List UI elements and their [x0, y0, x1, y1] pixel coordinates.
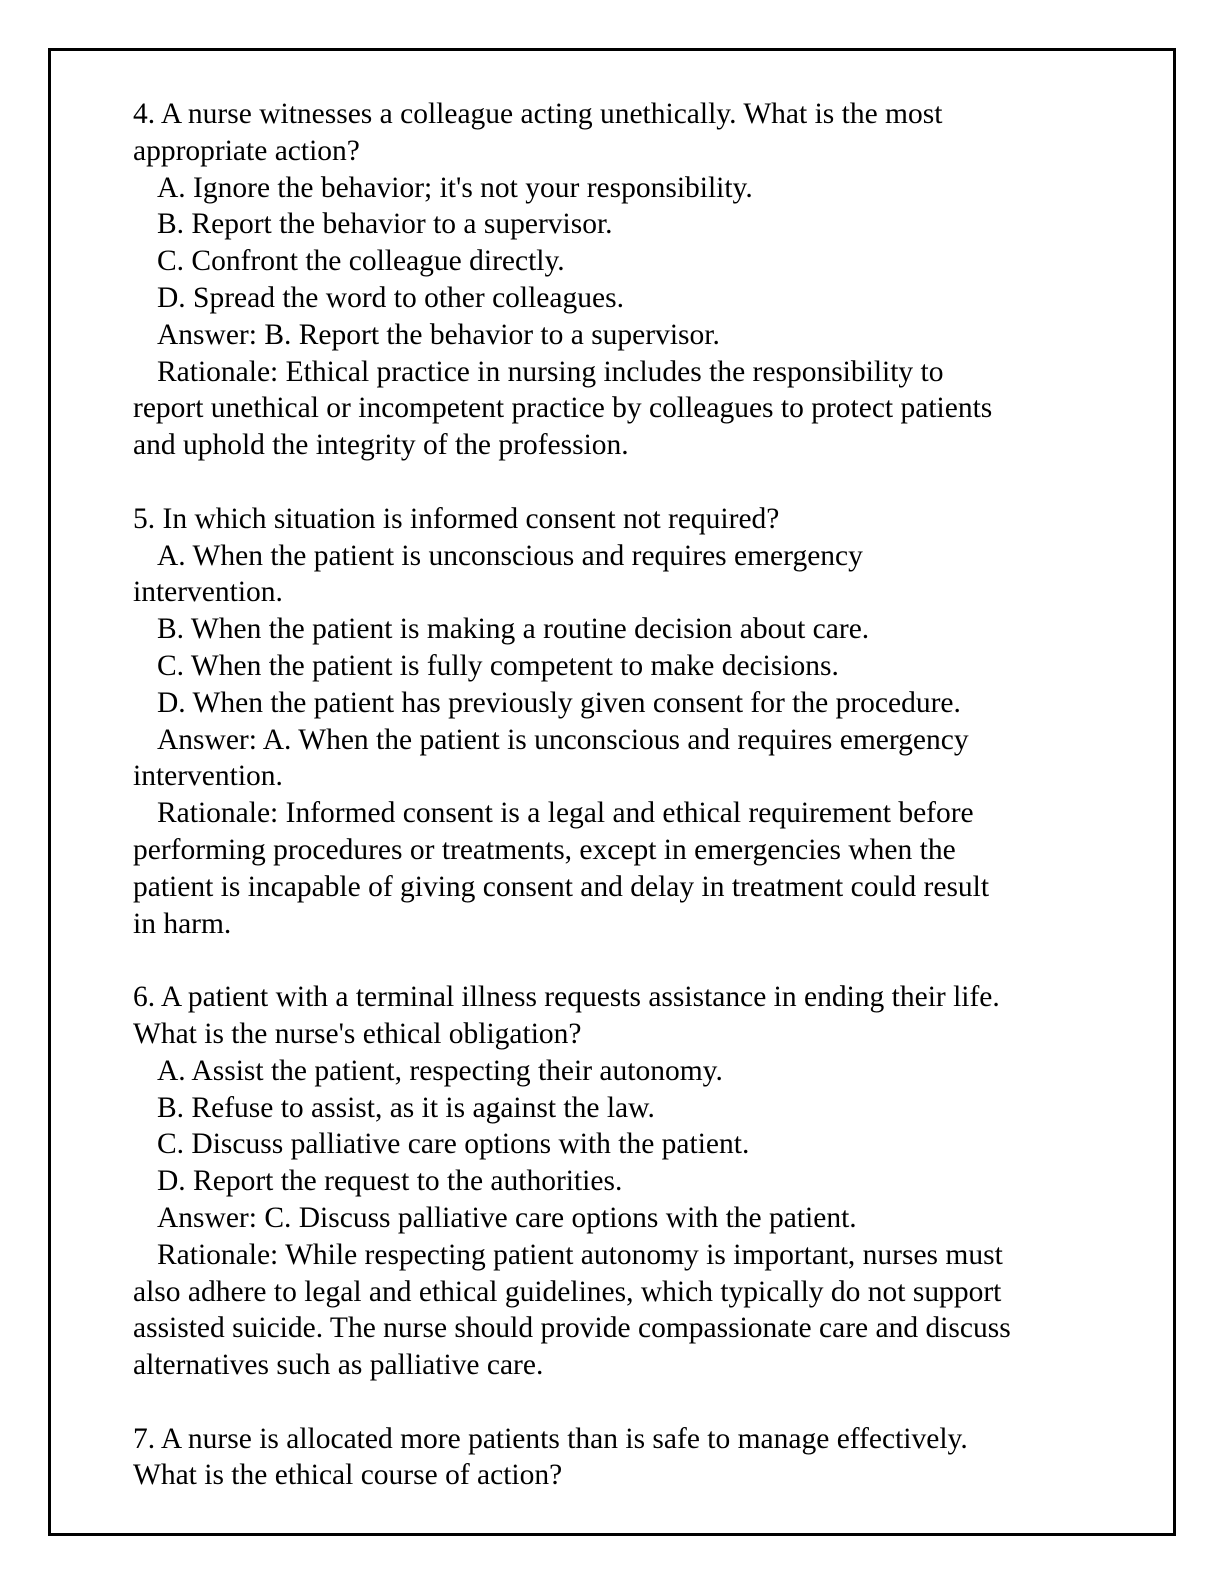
question-7	[133, 1421, 1133, 1495]
rationale: patient is incapable of giving consent and delay in treatment could result	[133, 870, 990, 903]
option-d: D. Report the request to the authorities.	[157, 1165, 623, 1198]
question-4	[133, 96, 1133, 464]
question-6	[133, 979, 1133, 1384]
option-b: B. When the patient is making a routine decision about care.	[157, 613, 870, 646]
question-stem: appropriate action?	[133, 134, 360, 167]
option-a-continued: intervention.	[133, 576, 283, 609]
question-stem: 4. A nurse witnesses a colleague acting unethically. What is the most	[133, 98, 943, 130]
option-d: D. When the patient has previously given consent for the procedure.	[157, 686, 961, 719]
option-c: C. Discuss palliative care options with the patient.	[157, 1128, 750, 1161]
rationale: also adhere to legal and ethical guidelines, which typically do not support	[133, 1275, 1002, 1308]
question-stem: What is the ethical course of action?	[133, 1459, 563, 1492]
option-a: A. When the patient is unconscious and requires emergency	[157, 539, 863, 572]
option-c: C. When the patient is fully competent to make decisions.	[157, 649, 839, 682]
rationale: assisted suicide. The nurse should provide compassionate care and discuss	[133, 1312, 1011, 1345]
answer: Answer: A. When the patient is unconscious and requires emergency	[157, 723, 969, 756]
document-body	[133, 96, 1133, 1531]
question-stem: 6. A patient with a terminal illness requests assistance in ending their life.	[133, 981, 1000, 1014]
answer: Answer: C. Discuss palliative care options with the patient.	[157, 1201, 857, 1234]
answer: Answer: B. Report the behavior to a supervisor.	[157, 318, 720, 351]
rationale: performing procedures or treatments, except in emergencies when the	[133, 833, 956, 866]
option-b: B. Refuse to assist, as it is against the law.	[157, 1091, 655, 1124]
option-a: A. Ignore the behavior; it's not your responsibility.	[157, 171, 753, 204]
rationale: Rationale: Ethical practice in nursing includes the responsibility to	[157, 355, 944, 388]
rationale: alternatives such as palliative care.	[133, 1349, 544, 1382]
question-5	[133, 501, 1133, 943]
question-stem: What is the nurse's ethical obligation?	[133, 1017, 582, 1050]
answer-continued: intervention.	[133, 760, 283, 793]
option-d: D. Spread the word to other colleagues.	[157, 281, 624, 314]
option-c: C. Confront the colleague directly.	[157, 245, 565, 278]
option-a: A. Assist the patient, respecting their autonomy.	[157, 1054, 723, 1087]
question-stem: 5. In which situation is informed consent not required?	[133, 502, 780, 535]
question-stem: 7. A nurse is allocated more patients than is safe to manage effectively.	[133, 1422, 968, 1455]
rationale: and uphold the integrity of the profession.	[133, 429, 629, 462]
rationale: Rationale: While respecting patient autonomy is important, nurses must	[157, 1238, 1003, 1271]
rationale: in harm.	[133, 907, 232, 940]
rationale: report unethical or incompetent practice by colleagues to protect patients	[133, 392, 993, 425]
option-b: B. Report the behavior to a supervisor.	[157, 208, 613, 241]
rationale: Rationale: Informed consent is a legal and ethical requirement before	[157, 797, 974, 830]
